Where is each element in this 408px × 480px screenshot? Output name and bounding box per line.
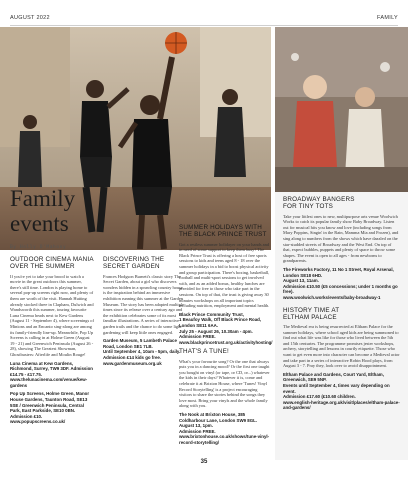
article-broadway-bangers xyxy=(275,196,408,411)
tiny-tots-photo xyxy=(275,27,408,192)
article-outdoor-cinema xyxy=(10,256,94,425)
venue-info: The Nook at Brixton House, 385 Coldharbour Lane, London SW9 8GL. August 13, 1pm. Admission FREE. www.brixtonhouse.co.uk/shows/tune-vinyl-record-storytelling/ xyxy=(179,411,270,445)
article-secret-garden xyxy=(103,256,187,366)
article-heading-tune: THAT'S A TUNE! xyxy=(179,348,229,356)
article-body: If you're yet to take your brood to watch a movie in the great outdoors this summer, there's still time. London is playing home to several pop-up screens right now, and plenty of them are worth of the visit. Hannah Hutting already stocked three in Clapham, Dulwich and Wandsworth this summer, touring favourite Luna Cinema heads next to Kew Gardens (August 11 - September 4), where screenings of Minions and an Encanto sing-along are among its family-friendly line-up. Meanwhile, Pop Up Screens is calling in at Holme Green (August 19 - 21) and Greenwich Peninsula (August 26 - 28), showing The Greatest Showman, Ghostbusters: Afterlife and Moulin Rouge! xyxy=(10,273,94,357)
venue-info: Eltham Palace and Gardens, Court Yard, Eltham, Greenwich, SE9 5NP. Events until September 4, times vary depending on event. Admission £17.60 (£10.60 children. www.english-heritage.org.uk/visit/places/eltham-palace-and-gardens/ xyxy=(283,371,400,411)
feature-title: Family events xyxy=(10,186,76,236)
page-header xyxy=(10,15,398,25)
article-black-prince-trust xyxy=(179,224,273,445)
article-heading: OUTDOOR CINEMA MANIA OVER THE SUMMER xyxy=(10,256,94,271)
venue-info: Luna Cinema at Kew Gardens, Richmond, Surrey, TW9 3DF. Admission £14.75 - £17.75. www.thelunacinema.com/venue/kew-gardens xyxy=(10,360,93,388)
article-heading-eltham: HISTORY TIME AT ELTHAM PALACE xyxy=(283,306,340,321)
article-body: Got a restless summer holidayer on your hands and in need of some support to keep them busy? The Black Prince Trust is offering a host of free sports sessions to kids and teens aged 8 - 18 over the summer holidays in a bid to boost physical activity and group participation. There's boxing, basketball, football and multi-sport sessions to get involved with, and as an added bonus, healthy lunches are provided for free to those who take part in the sessions. On top of that, the trust is giving away 30 minutes workshops on all important topics including nutrition, employment and mental health. xyxy=(179,241,270,309)
issue-date: AUGUST 2022 xyxy=(10,15,50,21)
article-body: Take your littlest ones to new, multipurpose arts venue Woolwich Works to catch its popular family show Baby Broadway. Listen out for musical hits you know and love (including songs from Mary Poppins, Singin' in the Rain, Mamma Mia and Frozen), and sing along to numbers from the shows which have dazzled on the star-studded streets of Broadway and the West End. On top of that, expect bubbles, puppets and plenty of space to throw some shapes. The event is open to all ages - from newborns to grandparents. xyxy=(283,213,399,264)
article-heading: BROADWAY BANGERS FOR TINY TOTS xyxy=(283,196,355,211)
byline: By Holly O'Mahony xyxy=(10,245,67,250)
header-divider xyxy=(10,25,398,26)
venue-info: The Fireworks Factory, 11 No 1 Street, Royal Arsenal, London SE18 6HD. August 13, 11am. Admission £10.50 (£5 concessions; under 1 months go free). www.woolwich.works/events/baby-broadway-1 xyxy=(283,266,398,300)
article-heading: SUMMER HOLIDAYS WITH THE BLACK PRINCE TRUST xyxy=(179,224,267,239)
venue-info: Garden Museum, 5 Lambeth Palace Road, London SE1 7LB. Until September 4, 10am - 5pm, daily. Admission £14 kids go free. www.gardenmuseum.org.uk xyxy=(103,338,181,366)
page-number: 35 xyxy=(200,459,208,465)
article-body: The Medieval era is being resurrected at Eltham Palace for the summer holidays, where school aged kids are being summoned to find out what life was like for those who lived between the 5th and 15th centuries. The programme promises jester workshops, archery, storytelling and lessons in courtly etiquette. Those who want to get even more into character can become a Medieval actor and take part in a series of interactive Robin Hood plays, from August 3 - 7. Pray they, look over to avoid disappointment. xyxy=(283,324,400,369)
venue-info: Pop Up Screens, Holme Green, Manor House Gardens, Taunton Road, SE13 5SE / Greenwich Peninsula, Central Park, East Parkside, SE10 0BN. Admission £10. www.popupscreens.co.uk/ xyxy=(10,391,90,425)
article-heading: DISCOVERING THE SECRET GARDEN xyxy=(103,256,165,271)
article-body: What's your favourite song? Or the one that always puts you in a dancing mood? Or the first one taught you bought on vinyl (or tape, or CD, or...) whatever the kids in their days? Whatever it is, come and celebrate it at Brixton House, where 'Tunes! Vinyl Record Storytelling' is a project encouraging visitors to share the stories behind the songs they love most. Bring your vinyls and the whole family along with you. xyxy=(179,358,270,409)
article-body: Frances Hodgson Burnett's classic story The Secret Garden, about a girl who discovers wonders hidden in a sprawling country house, is the inspiration behind an immersive exhibition running this summer at the Garden Museum. The story has been adapted multiple times since its release over a century ago and the exhibition celebrates some of its most familiar illustrations. A series of interactive garden trails and the chance to do some light gardening will keep little ones engaged. xyxy=(103,273,185,335)
venue-info: Black Prince Community Trust, 1 Beaufoy Walk, Off Black Prince Road, London SE11 6AA. July 25 - August 26, 10.30am - 4pm. Admission FREE. www.blackprincetrust.org.uk/activityhosting/ xyxy=(179,311,273,345)
section-name: FAMILY xyxy=(377,15,398,21)
